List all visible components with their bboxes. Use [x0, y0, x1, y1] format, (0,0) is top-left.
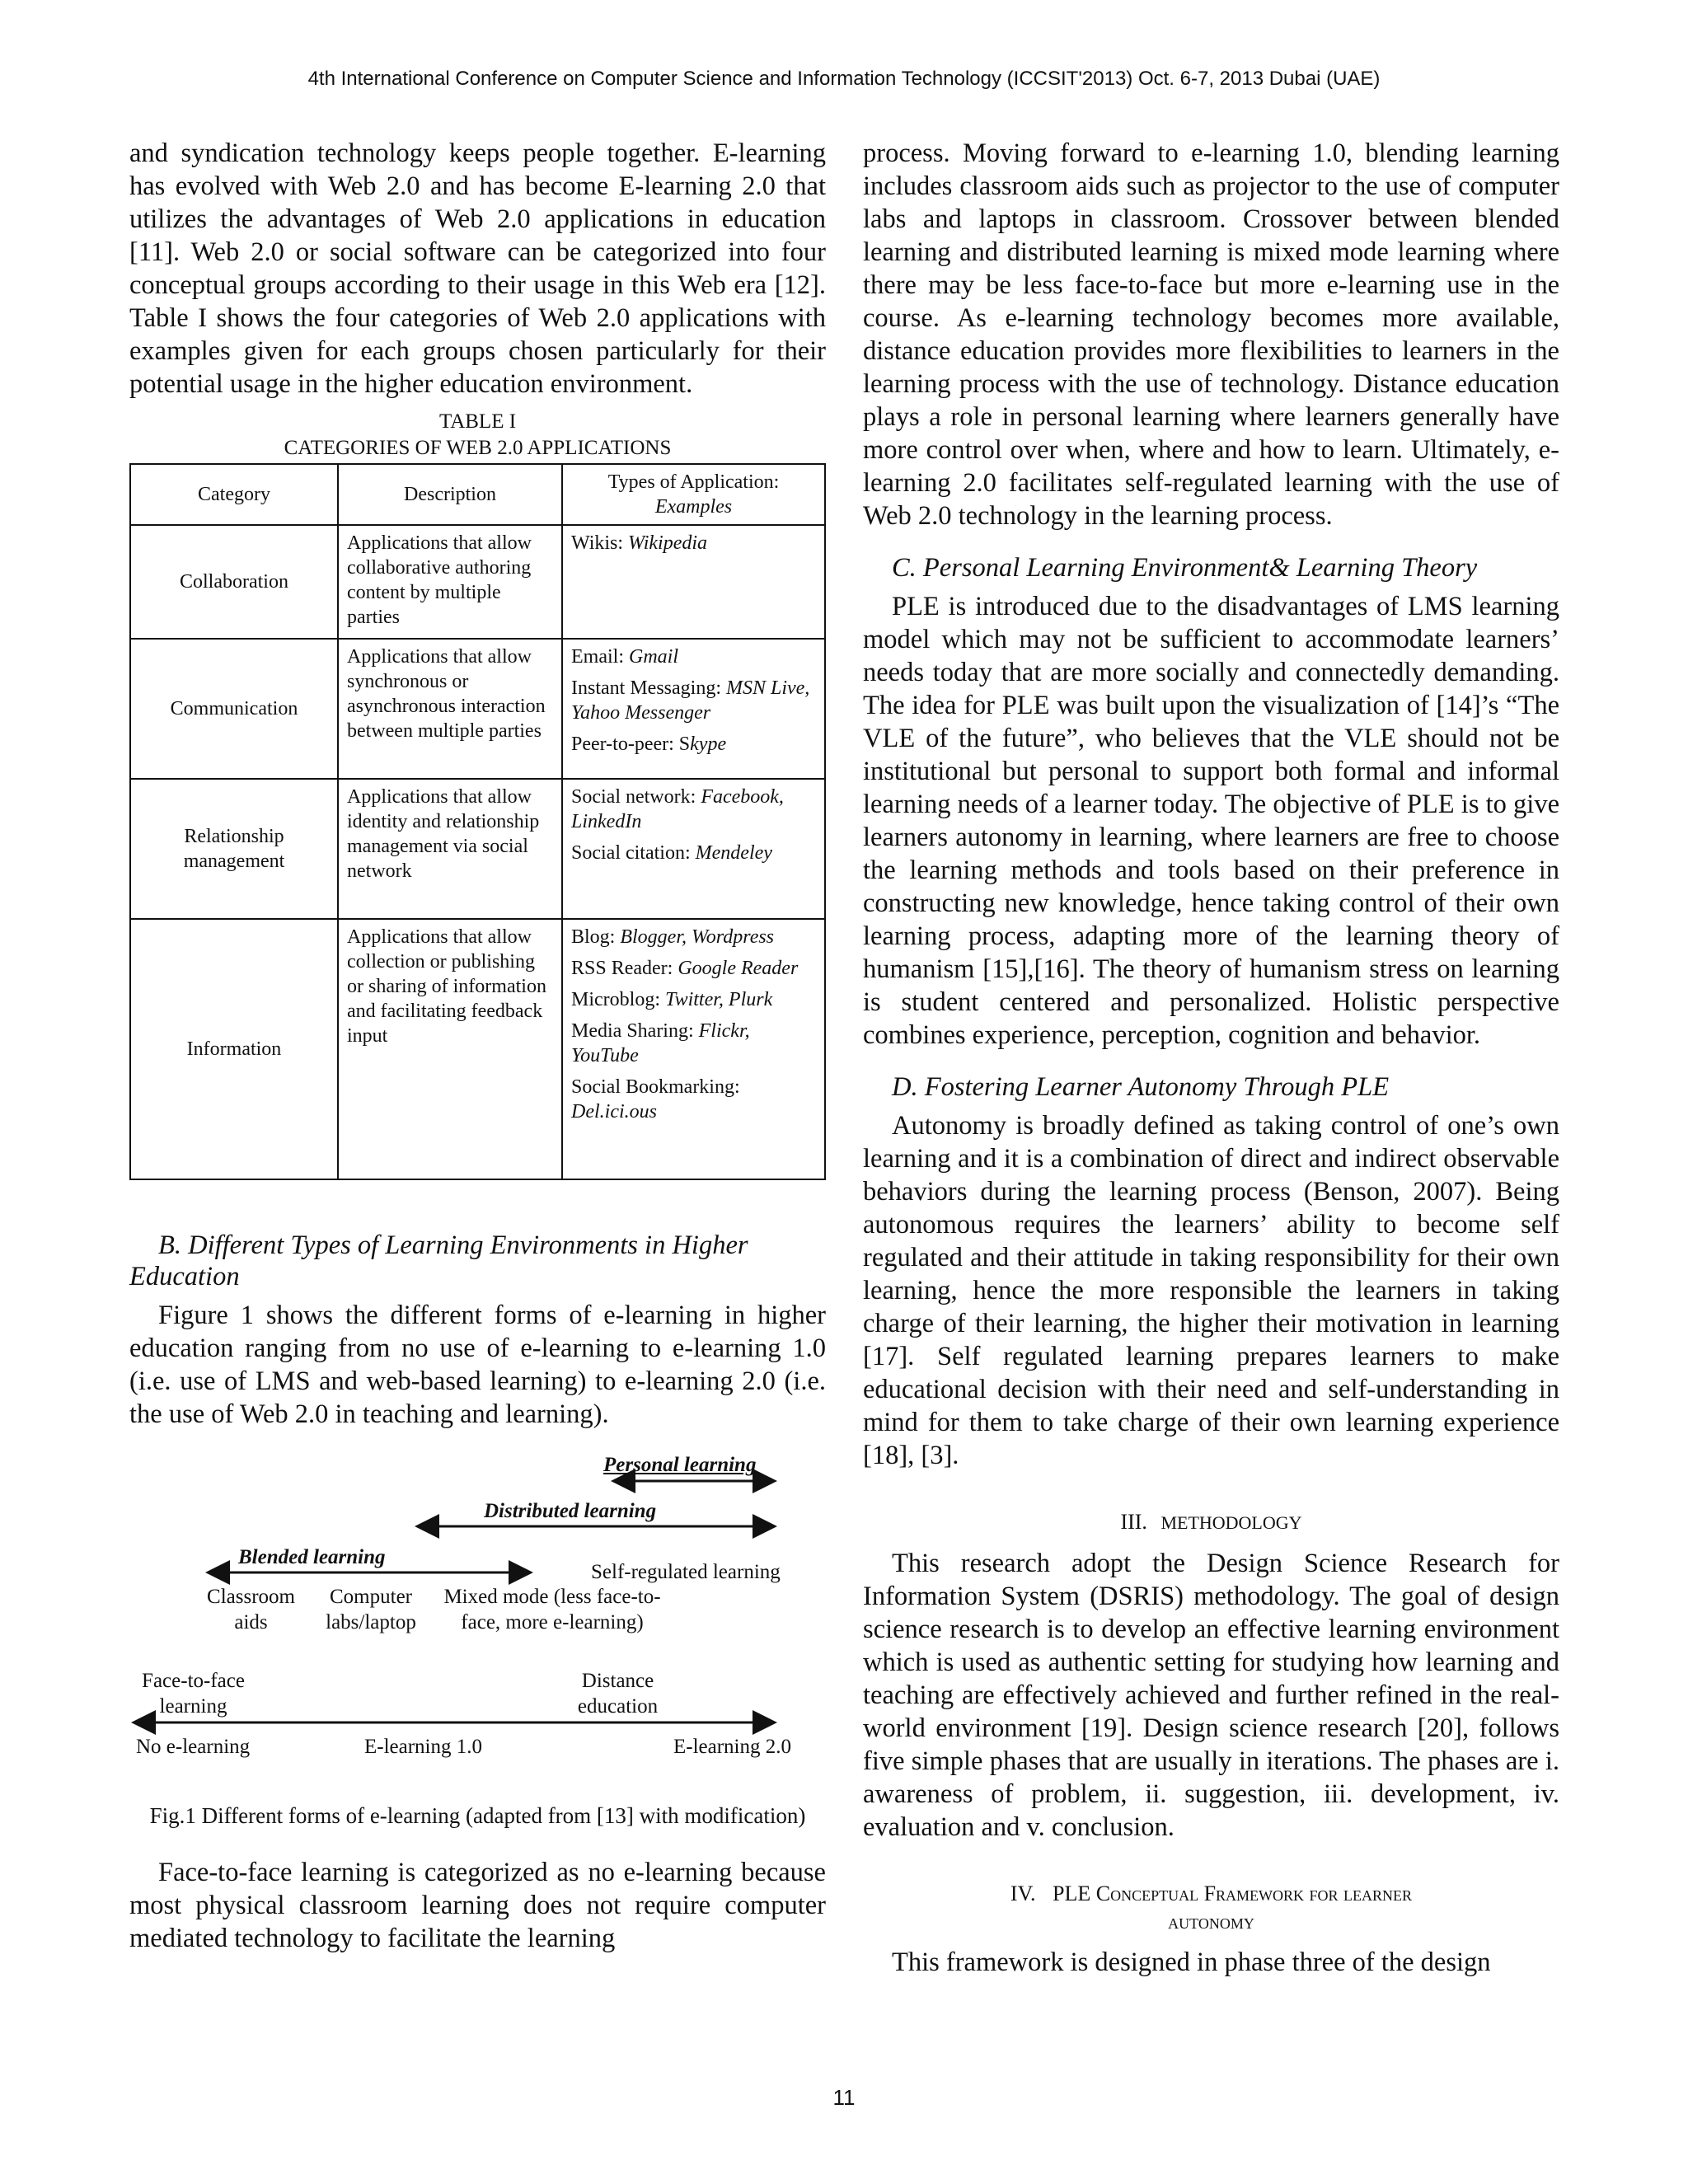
elearning-1-label: E-learning 1.0: [364, 1736, 483, 1758]
section-3-number: III.: [1120, 1510, 1147, 1534]
row-description: Applications that allow synchronous or asynchronous interaction between multiple parties: [338, 639, 562, 779]
self-regulated-label: Self-regulated learning: [591, 1561, 781, 1583]
section-c-heading: C. Personal Learning Environment& Learning Theory: [892, 553, 1478, 583]
web20-categories-table: [129, 463, 826, 1180]
personal-learning-label: Personal learning: [603, 1454, 757, 1476]
row-description: Applications that allow identity and relationship management via social network: [338, 779, 562, 919]
section-3-heading: [863, 1508, 1559, 1537]
mixed-mode-label: Mixed mode (less face-to-face, more e-learning): [443, 1586, 661, 1633]
header-description: Description: [338, 464, 562, 525]
table-title: CATEGORIES OF WEB 2.0 APPLICATIONS: [284, 437, 672, 459]
example-item: RSS Reader: Google Reader: [571, 958, 799, 979]
no-elearning-label: No e-learning: [136, 1736, 251, 1758]
blended-learning-label: Blended learning: [238, 1546, 386, 1568]
classroom-aids-label: Classroom aids: [207, 1586, 295, 1633]
header-category: Category: [130, 464, 338, 525]
intro-paragraph: and syndication technology keeps people together. E-learning has evolved with Web 2.0 and has become E-learning 2.0 that utilizes the advantages of Web 2.0 applications in education [11]. Web 2.0 or social software can be categorized into four conceptual groups according to their usage in this Web era [12]. Table I shows the four categories of Web 2.0 applications with examples given for each groups chosen particularly for their potential usage in the higher education environment.: [129, 138, 826, 399]
row-examples: [562, 525, 825, 639]
face-to-face-paragraph: Face-to-face learning is categorized as no e-learning because most physical classroom learning does not require computer mediated technology to facilitate the learning: [129, 1858, 826, 1953]
section-3-title: METHODOLOGY: [1160, 1512, 1302, 1533]
distributed-learning-label: Distributed learning: [484, 1500, 657, 1522]
row-description: Applications that allow collection or publishing or sharing of information and facilitating feedback input: [338, 919, 562, 1179]
row-category: Information: [130, 919, 338, 1179]
table-row: [130, 779, 825, 919]
figure-caption: Fig.1 Different forms of e-learning (adapted from [13] with modification): [149, 1803, 806, 1828]
elearning-2-label: E-learning 2.0: [673, 1736, 792, 1758]
row-category: Collaboration: [130, 525, 338, 639]
header-types-sub: Examples: [654, 496, 733, 518]
row-examples: [562, 639, 825, 779]
example-item: Social network: Facebook, LinkedIn: [571, 786, 784, 832]
table-row: [130, 919, 825, 1179]
face-to-face-label: Face-to-face learning: [142, 1670, 245, 1718]
section-b-paragraph: Figure 1 shows the different forms of e-learning in higher education ranging from no use of e-learning to e-learning 1.0 (i.e. use of LMS and web-based learning) to e-learning 2.0 (i.e. the use of Web 2.0 in teaching and learning).: [129, 1301, 826, 1429]
row-examples: [562, 779, 825, 919]
table-row: [130, 639, 825, 779]
section-c-paragraph: PLE is introduced due to the disadvantages of LMS learning model which may not be sufficient to accommodate learners’ needs today that are more socially and connectedly demanding. The idea for PLE was built upon the visualization of [14]’s “The VLE of the future”, who believes that the VLE should not be institutional but personal to support both formal and informal learning needs of a learner today. The objective of PLE is to give learners autonomy in learning, where learners are free to choose the learning methods and tools based on their preference in constructing new knowledge, hence taking control of their own learning process, adapting more of the learning theory of humanism [15],[16]. The theory of humanism stress on learning is student centered and personalized. Holistic perspective combines experience, perception, cognition and behavior.: [863, 592, 1559, 1050]
example-item: Email: Gmail: [571, 646, 678, 668]
header-types: [562, 464, 825, 525]
section-d-heading: D. Fostering Learner Autonomy Through PLE: [892, 1072, 1390, 1102]
section-b-heading: B. Different Types of Learning Environments in Higher Education: [129, 1230, 748, 1291]
distance-education-label: Distance education: [577, 1670, 659, 1718]
row-examples: [562, 919, 825, 1179]
left-column: [129, 137, 826, 1955]
section-d-paragraph: Autonomy is broadly defined as taking control of one’s own learning and it is a combination of direct and indirect observable behaviors during the learning process (Benson, 2007). Being autonomous requires the learners’ ability to become self regulated and their attitude in taking responsibility for their own learning, hence the more responsible the learners in taking charge of their learning, the higher their motivation in learning [17]. Self regulated learning prepares learners to make educational decision with their need and self-understanding in mind for them to take charge of their own learning experience [18], [3].: [863, 1111, 1559, 1470]
example-item: Wikis: Wikipedia: [571, 532, 708, 554]
section-4-title-line2: autonomy: [1168, 1910, 1254, 1933]
right-column: [863, 137, 1559, 1979]
row-description: Applications that allow collaborative authoring content by multiple parties: [338, 525, 562, 639]
continuation-paragraph: process. Moving forward to e-learning 1.0, blending learning includes classroom aids such as projector to the use of computer labs and laptops in classroom. Crossover between blended learning and distributed learning is mixed mode learning where there may be less face-to-face but more e-learning use in the course. As e-learning technology becomes more available, distance education provides more flexibilities to learners in the learning process with the use of technology. Distance education plays a role in personal learning where learners generally have more control over when, where and how to learn. Ultimately, e-learning 2.0 facilitates self-regulated learning with the use of Web 2.0 technology in the learning process.: [863, 138, 1559, 531]
table-row: [130, 525, 825, 639]
table-label: TABLE I: [438, 410, 517, 433]
header-types-label: Types of Application:: [607, 471, 780, 493]
example-item: Social Bookmarking: Del.ici.ous: [571, 1076, 740, 1122]
example-item: Media Sharing: Flickr, YouTube: [571, 1020, 750, 1066]
running-header: 4th International Conference on Computer Science and Information Technology (ICCSIT'2013) Oct. 6-7, 2013 Dubai (UAE): [307, 68, 1381, 90]
example-item: Peer-to-peer: Skype: [571, 733, 727, 755]
table-header-row: [130, 464, 825, 525]
page-number: 11: [832, 2085, 856, 2110]
computer-labs-label: Computer labs/laptop: [326, 1586, 416, 1633]
section-4-title-line1: PLE Conceptual Framework for learner: [1053, 1882, 1413, 1905]
row-category: Relationship management: [130, 779, 338, 919]
example-item: Instant Messaging: MSN Live, Yahoo Messenger: [571, 677, 810, 724]
section-4-paragraph: This framework is designed in phase three of the design: [892, 1947, 1491, 1977]
row-category: Communication: [130, 639, 338, 779]
figure-1: [129, 1452, 826, 1807]
section-4-number: IV.: [1010, 1882, 1036, 1905]
section-4-heading: [863, 1880, 1559, 1908]
section-3-paragraph: This research adopt the Design Science Research for Information System (DSRIS) methodology. The goal of design science research is to develop an effective learning environment which is used as authentic setting for studying how learning and teaching are effectively achieved and further refined in the real-world environment [19]. Design science research [20], follows five simple phases that are usually in iterations. The phases are i. awareness of problem, ii. suggestion, iii. development, iv. evaluation and v. conclusion.: [863, 1549, 1559, 1842]
example-item: Microblog: Twitter, Plurk: [571, 989, 773, 1010]
example-item: Social citation: Mendeley: [571, 842, 772, 864]
example-item: Blog: Blogger, Wordpress: [571, 926, 775, 948]
